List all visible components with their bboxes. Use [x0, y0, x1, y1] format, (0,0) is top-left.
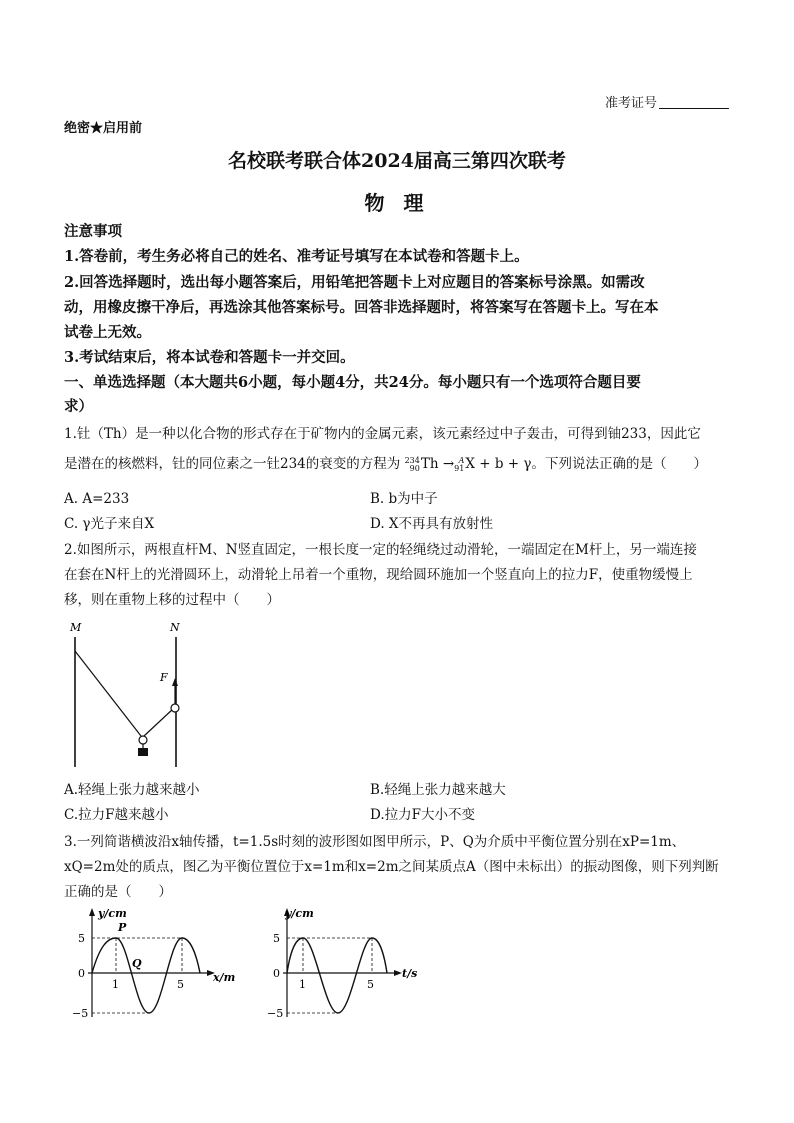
- q2-option-a: A.轻绳上张力越来越小: [64, 782, 200, 798]
- rope-left: [75, 651, 141, 736]
- x-tick-1: 1: [299, 978, 306, 991]
- x-axis-label: x/m: [213, 971, 236, 984]
- exam-id-field: [605, 92, 729, 111]
- pulley: [139, 736, 147, 744]
- q1-option-d: D. X不再具有放射性: [370, 516, 494, 532]
- q2-pulley-diagram: [64, 615, 204, 775]
- q1-line2-end: 。下列说法正确的是（ ）: [531, 456, 707, 472]
- q3-line1: 3.一列简谐横波沿x轴传播，t=1.5s时刻的波形图如图甲所示，P、Q为介质中平衡位置分别在xP=1m、: [64, 834, 686, 850]
- label-m: M: [70, 621, 82, 634]
- q3-line3: 正确的是（ ）: [64, 884, 172, 900]
- y-axis-label: y/cm: [285, 907, 314, 920]
- equation-tail: X + b + γ: [465, 456, 532, 472]
- q2-option-d: D.拉力F大小不变: [370, 807, 476, 823]
- x-atomic-number: 91: [454, 463, 465, 473]
- note-3: 3.考试结束后，将本试卷和答题卡一并交回。: [64, 349, 355, 366]
- exam-id-blank: [659, 95, 729, 109]
- th-nuclide-numbers: [405, 457, 420, 473]
- weight: [138, 748, 148, 756]
- th-atomic-number: 90: [409, 463, 420, 473]
- note-1: 1.答卷前，考生务必将自己的姓名、准考证号填写在本试卷和答题卡上。: [64, 248, 529, 265]
- y-tick-0: 0: [78, 967, 85, 980]
- q1-line1: 1.钍（Th）是一种以化合物的形式存在于矿物内的金属元素，该元素经过中子轰击，可得到铀233，因此它: [64, 426, 701, 442]
- rope-right: [144, 708, 174, 736]
- q2-option-b: B.轻绳上张力越来越大: [370, 782, 506, 798]
- q1-option-b: B. b为中子: [370, 491, 438, 507]
- q3-wave-graph: [70, 905, 245, 1025]
- x-nuclide-numbers: [454, 457, 464, 473]
- ring: [171, 704, 179, 712]
- y-tick-0: 0: [273, 967, 280, 980]
- note-2-line1: 2.回答选择题时，选出每小题答案后，用铅笔把答题卡上对应题目的答案标号涂黑。如需改: [64, 274, 645, 291]
- confidential-label: 绝密★启用前: [64, 121, 143, 136]
- q2-line2: 在套在N杆上的光滑圆环上，动滑轮上吊着一个重物，现给圆环施加一个竖直向上的拉力F，使重物缓慢上: [64, 567, 693, 583]
- x-tick-1: 1: [112, 978, 119, 991]
- x-mass-number: A: [458, 455, 465, 465]
- y-tick-neg5: −5: [72, 1007, 89, 1020]
- y-axis-label: y/cm: [98, 907, 127, 920]
- section-heading-line1: 一、单选选择题（本大题共6小题，每小题4分，共24分。每小题只有一个选项符合题目要: [64, 374, 641, 391]
- page-title: 名校联考联合体2024届高三第四次联考: [228, 150, 566, 172]
- q1-line2: [64, 454, 707, 474]
- q1-option-a: A. A=233: [64, 491, 130, 507]
- y-tick-5: 5: [78, 932, 85, 945]
- th-symbol: Th: [420, 456, 439, 472]
- y-axis-arrow: [89, 908, 95, 916]
- q3-vibration-graph: [265, 905, 425, 1025]
- label-n: N: [170, 621, 180, 634]
- wave-curve: [92, 938, 200, 1013]
- point-p-label: P: [118, 921, 127, 934]
- x-axis-arrow: [394, 970, 402, 976]
- x-axis-label: t/s: [402, 967, 418, 980]
- force-arrow-head: [172, 678, 178, 686]
- point-q-label: Q: [132, 957, 142, 970]
- q1-line2-text: 是潜在的核燃料，钍的同位素之一钍234的衰变的方程为: [64, 456, 401, 472]
- note-2-line3: 试卷上无效。: [64, 324, 151, 341]
- q2-line3: 移，则在重物上移的过程中（ ）: [64, 592, 280, 608]
- th-mass-number: 234: [404, 455, 420, 465]
- subject-title: 物 理: [364, 191, 430, 215]
- note-2-line2: 动，用橡皮擦干净后，再选涂其他答案标号。回答非选择题时，将答案写在答题卡上。写在本: [64, 299, 659, 316]
- y-tick-5: 5: [273, 932, 280, 945]
- y-tick-neg5: −5: [267, 1007, 284, 1020]
- section-heading-line2: 求）: [64, 398, 93, 415]
- q3-line2: xQ=2m处的质点，图乙为平衡位置位于x=1m和x=2m之间某质点A（图中未标出）的振动图像，则下列判断: [64, 859, 719, 875]
- x-tick-5: 5: [367, 978, 374, 991]
- x-tick-5: 5: [177, 978, 184, 991]
- exam-id-label: 准考证号: [605, 96, 658, 111]
- label-f: F: [160, 671, 168, 684]
- notes-heading: 注意事项: [64, 223, 122, 240]
- q2-line1: 2.如图所示，两根直杆M、N竖直固定，一根长度一定的轻绳绕过动滑轮，一端固定在M杆上，另一端连接: [64, 542, 697, 558]
- q1-option-c: C. γ光子来自X: [64, 516, 155, 532]
- q2-option-c: C.拉力F越来越小: [64, 807, 169, 823]
- reaction-arrow: →: [442, 456, 455, 472]
